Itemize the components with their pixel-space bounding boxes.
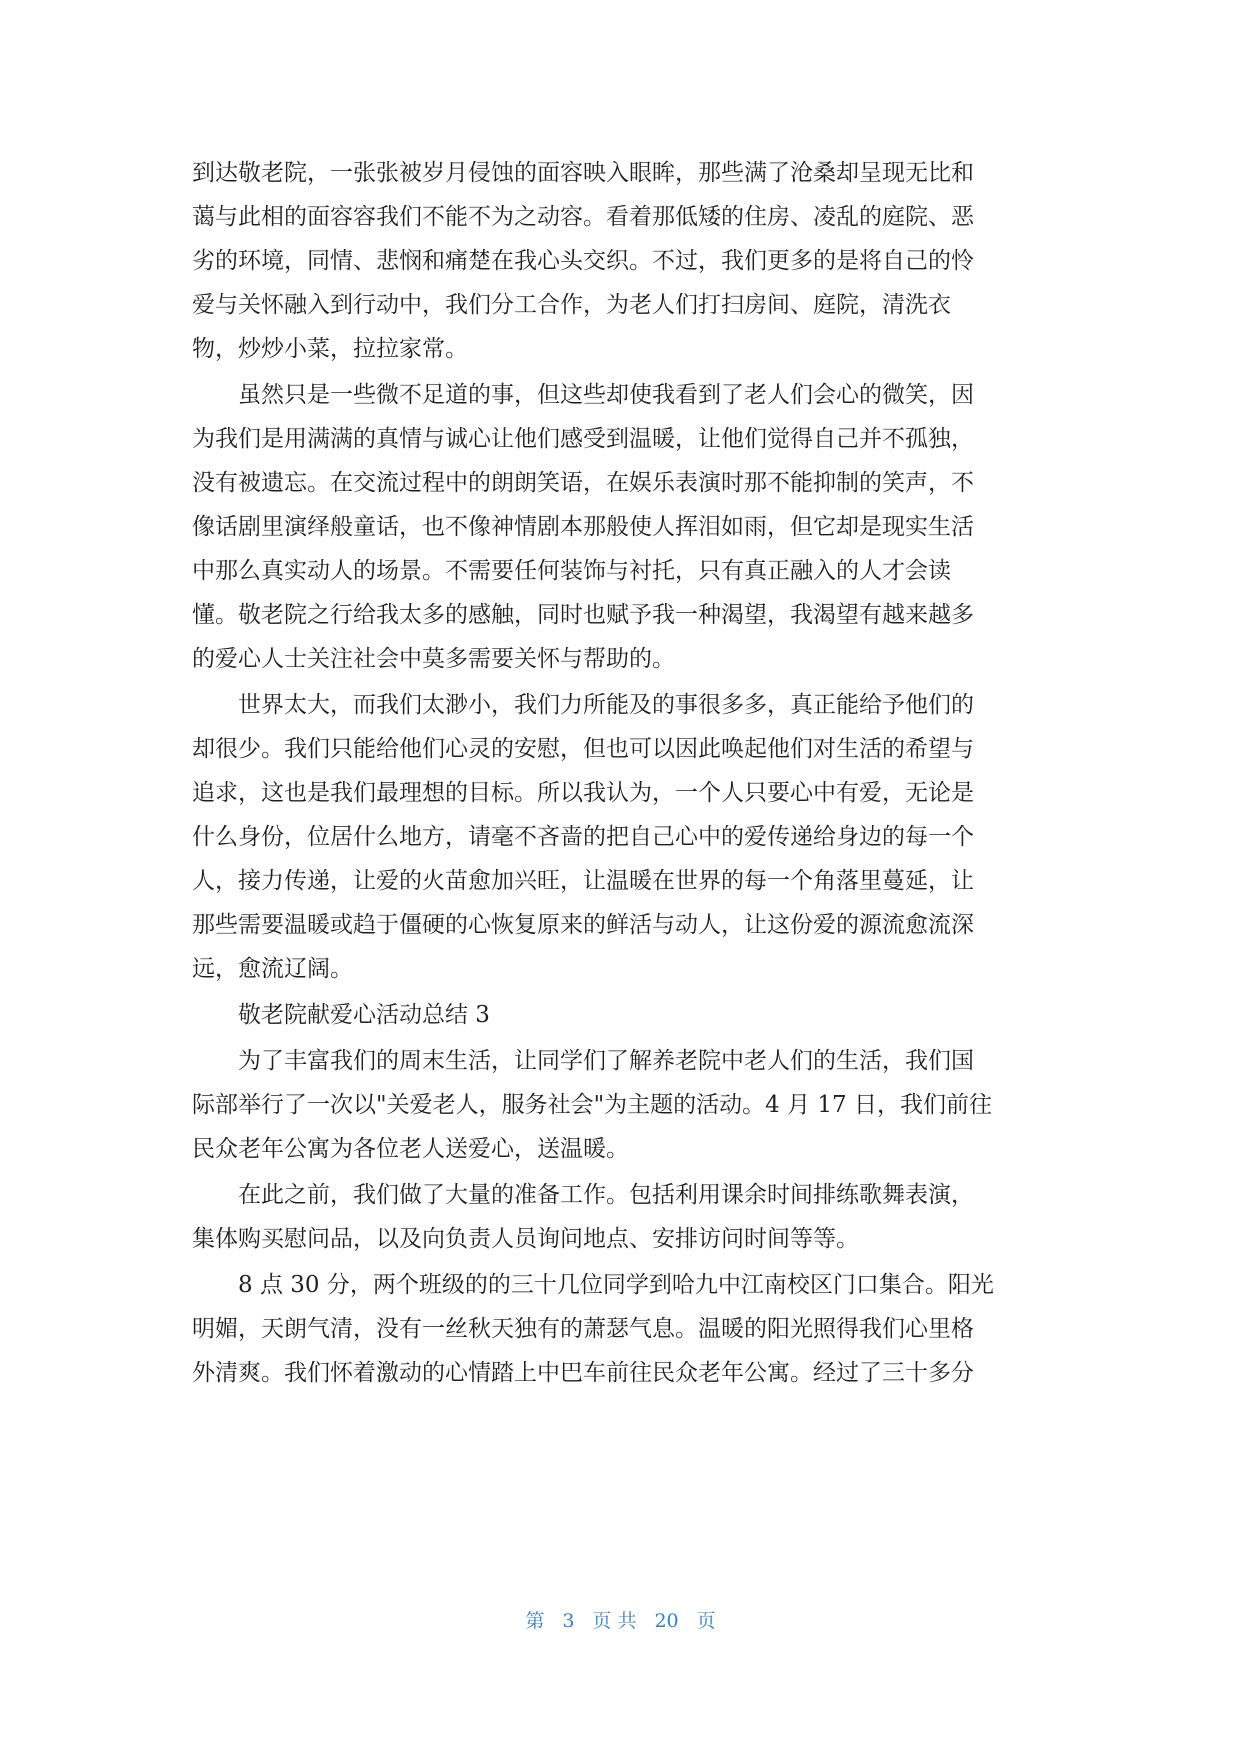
text-line-12: 的爱心人士关注社会中莫多需要关怀与帮助的。 bbox=[192, 646, 675, 672]
text-line-16: 什么身份，位居什么地方，请毫不吝啬的把自己心中的爱传递给身边的每一个 bbox=[192, 824, 974, 850]
text-line-17: 人，接力传递，让爱的火苗愈加兴旺，让温暖在世界的每一个角落里蔓延，让 bbox=[192, 868, 974, 894]
footer-middle: 页 共 bbox=[592, 1610, 637, 1632]
text-line-15: 追求，这也是我们最理想的目标。所以我认为，一个人只要心中有爱，无论是 bbox=[192, 780, 974, 806]
text-line-25: 集体购买慰问品，以及向负责人员询问地点、安排访问时间等等。 bbox=[192, 1226, 859, 1252]
footer-prefix: 第 bbox=[525, 1610, 545, 1632]
text-line-13: 世界太大，而我们太渺小，我们力所能及的事很多多，真正能给予他们的 bbox=[238, 692, 974, 718]
text-line-4: 爱与关怀融入到行动中，我们分工合作，为老人们打扫房间、庭院，清洗衣 bbox=[192, 292, 951, 318]
text-line-22: 际部举行了一次以"关爱老人，服务社会"为主题的活动。4 月 17 日，我们前往 bbox=[192, 1092, 992, 1118]
text-line-2: 蔼与此相的面容容我们不能不为之动容。看着那低矮的住房、凌乱的庭院、恶 bbox=[192, 204, 974, 230]
text-line-24: 在此之前，我们做了大量的准备工作。包括利用课余时间排练歌舞表演， bbox=[238, 1182, 974, 1208]
page-footer bbox=[0, 1606, 1241, 1633]
text-line-11: 懂。敬老院之行给我太多的感触，同时也赋予我一种渴望，我渴望有越来越多 bbox=[192, 602, 974, 628]
text-line-28: 外清爽。我们怀着激动的心情踏上中巴车前往民众老年公寓。经过了三十多分 bbox=[192, 1360, 974, 1386]
text-line-7: 为我们是用满满的真情与诚心让他们感受到温暖，让他们觉得自己并不孤独， bbox=[192, 426, 974, 452]
text-line-27: 明媚，天朗气清，没有一丝秋天独有的萧瑟气息。温暖的阳光照得我们心里格 bbox=[192, 1316, 974, 1342]
footer-current-page: 3 bbox=[562, 1610, 575, 1632]
text-line-3: 劣的环境，同情、悲悯和痛楚在我心头交织。不过，我们更多的是将自己的怜 bbox=[192, 248, 974, 274]
footer-total-pages: 20 bbox=[654, 1610, 679, 1632]
text-line-8: 没有被遗忘。在交流过程中的朗朗笑语，在娱乐表演时那不能抑制的笑声，不 bbox=[192, 470, 974, 496]
section-heading: 敬老院献爱心活动总结 3 bbox=[238, 1002, 490, 1028]
text-line-6: 虽然只是一些微不足道的事，但这些却使我看到了老人们会心的微笑，因 bbox=[238, 382, 974, 408]
text-line-14: 却很少。我们只能给他们心灵的安慰，但也可以因此唤起他们对生活的希望与 bbox=[192, 736, 974, 762]
text-line-23: 民众老年公寓为各位老人送爱心，送温暖。 bbox=[192, 1136, 629, 1162]
text-line-10: 中那么真实动人的场景。不需要任何装饰与衬托，只有真正融入的人才会读 bbox=[192, 558, 951, 584]
text-line-1: 到达敬老院，一张张被岁月侵蚀的面容映入眼眸，那些满了沧桑却呈现无比和 bbox=[192, 160, 974, 186]
text-line-18: 那些需要温暖或趋于僵硬的心恢复原来的鲜活与动人，让这份爱的源流愈流深 bbox=[192, 912, 974, 938]
text-line-21: 为了丰富我们的周末生活，让同学们了解养老院中老人们的生活，我们国 bbox=[238, 1048, 974, 1074]
footer-suffix: 页 bbox=[696, 1610, 716, 1632]
text-line-5: 物，炒炒小菜，拉拉家常。 bbox=[192, 336, 468, 362]
text-line-26: 8 点 30 分，两个班级的的三十几位同学到哈九中江南校区门口集合。阳光 bbox=[238, 1272, 994, 1298]
text-line-19: 远，愈流辽阔。 bbox=[192, 956, 353, 982]
text-line-9: 像话剧里演绎般童话，也不像神情剧本那般使人挥泪如雨，但它却是现实生活 bbox=[192, 514, 974, 540]
